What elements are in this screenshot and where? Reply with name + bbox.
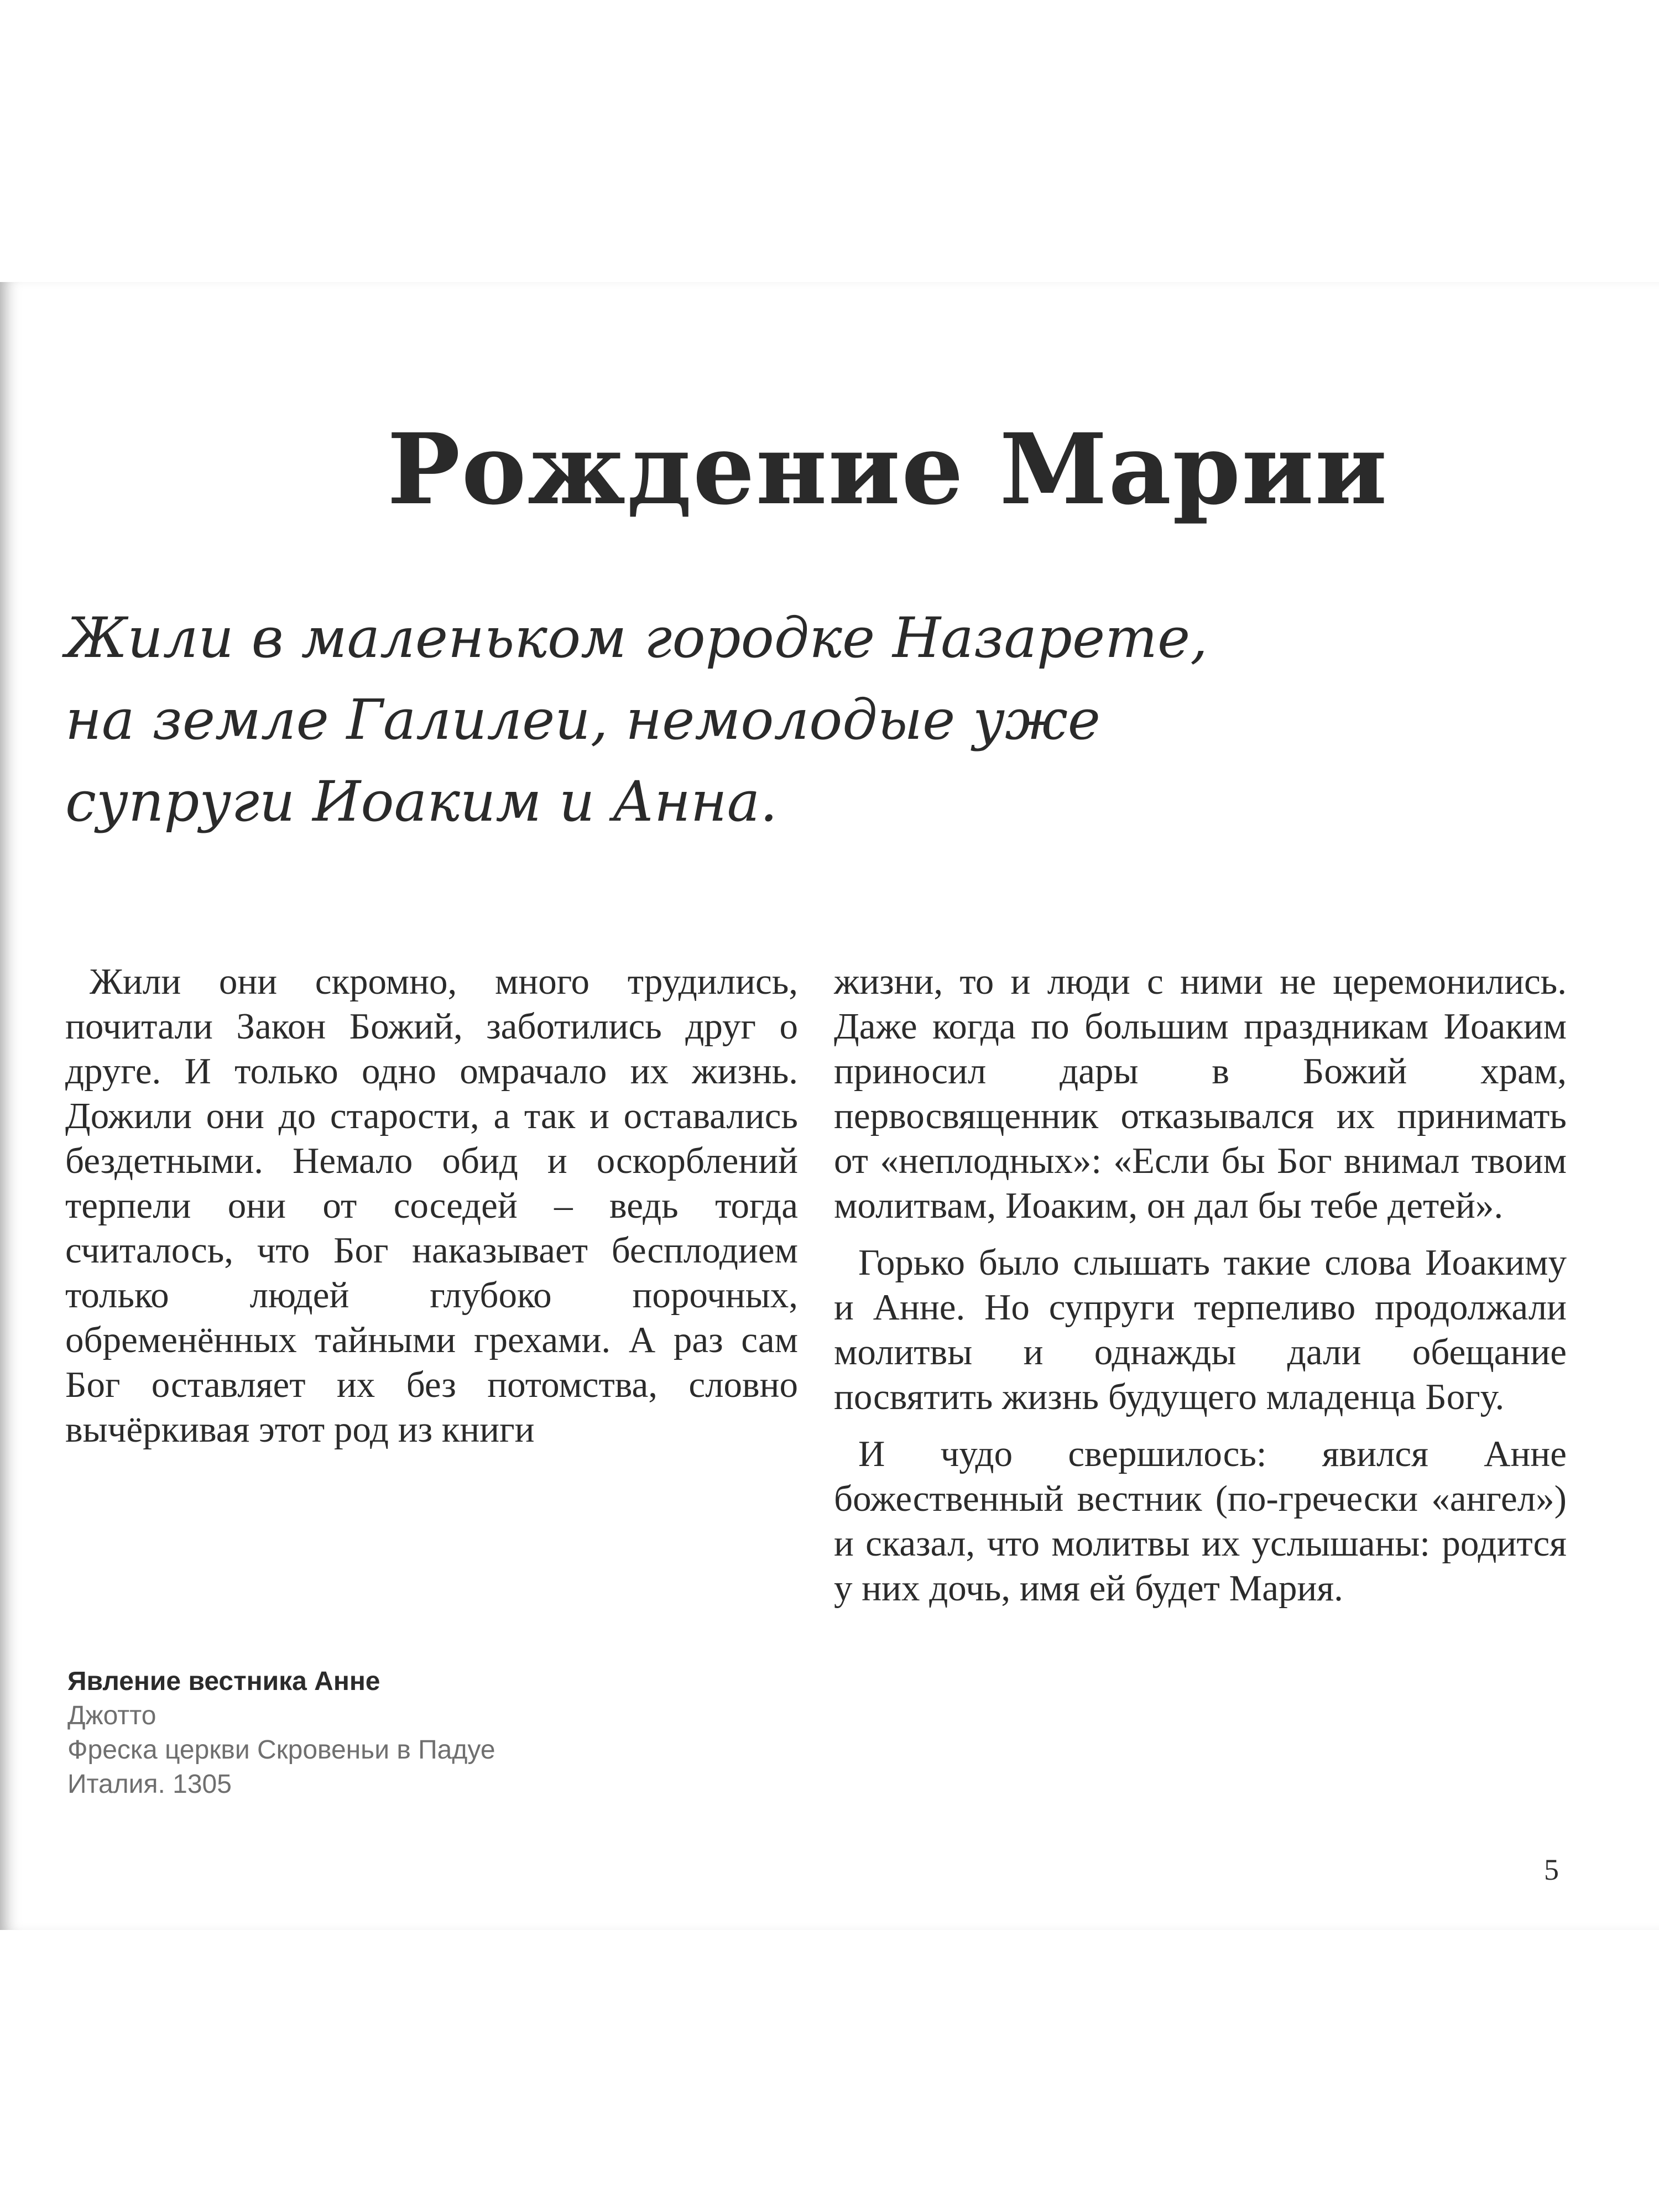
- caption-country-year: Италия. 1305: [67, 1770, 232, 1799]
- lead-line: Жили в маленьком городке Назарете,: [65, 606, 1208, 670]
- body-paragraph: Жили они скромно, много трудились, почитали Закон Божий, заботились друг о друге. И только одно омрачало их жизнь. Дожили они до старости, а так и оставались бездетными. Немало обид и оскорблений терпели они от соседей – ведь тогда считалось, что Бог наказывает бесплодием только людей глубоко порочных, обременённых тайными грехами. А раз сам Бог оставляет их без потомства, словно вычёркивая этот род из книги: [65, 961, 798, 1450]
- body-paragraph: И чудо свершилось: явился Анне божественный вестник (по-гречески «ангел») и сказал, что молитвы их услышаны: родится у них дочь, имя ей будет Мария.: [834, 1433, 1567, 1609]
- caption-artist: Джотто: [67, 1701, 156, 1730]
- caption-location: Фреска церкви Скровеньи в Падуе: [67, 1735, 495, 1765]
- caption-title: Явление вестника Анне: [67, 1667, 380, 1696]
- text-column-left: [65, 959, 798, 1452]
- lead-line: супруги Иоаким и Анна.: [65, 769, 778, 834]
- book-page: [0, 282, 1659, 1930]
- lead-line: на земле Галилеи, немолодые уже: [65, 687, 1100, 752]
- lead-paragraph: [65, 597, 1392, 843]
- body-paragraph-continuation: жизни, то и люди с ними не церемонились. Даже когда по большим праздникам Иоаким приносил дары в Божий храм, первосвященник отказывался их принимать от «неплодных»: «Если бы Бог внимал твоим молитвам, Иоаким, он дал бы тебе детей».: [834, 961, 1567, 1226]
- page-number: 5: [1544, 1853, 1559, 1886]
- text-column-right: [834, 959, 1567, 1611]
- illustration-caption: [67, 1665, 495, 1802]
- body-paragraph: Горько было слышать такие слова Иоакиму и Анне. Но супруги терпеливо продолжали молитвы и однажды дали обещание посвятить жизнь будущего младенца Богу.: [834, 1242, 1567, 1417]
- page-title: Рождение Марии: [387, 412, 1389, 526]
